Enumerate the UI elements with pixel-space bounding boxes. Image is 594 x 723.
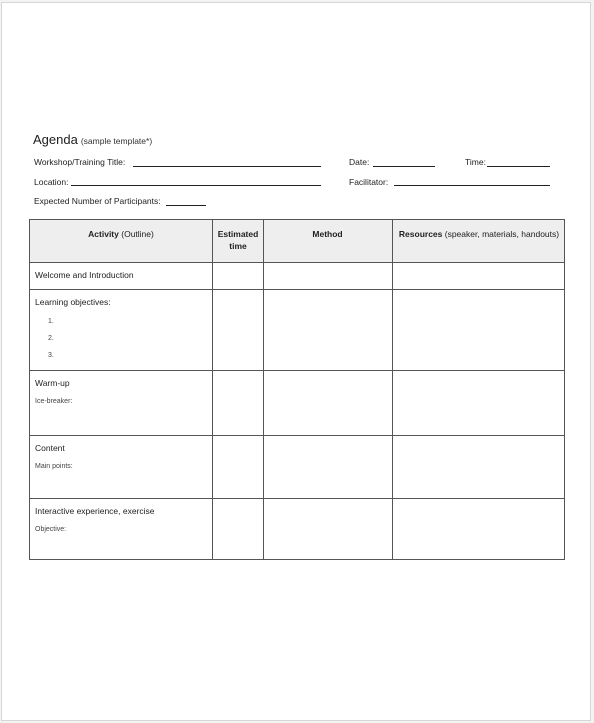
objective-item: 2. — [48, 335, 54, 342]
row-divider — [30, 289, 564, 290]
header-method: Method — [312, 229, 343, 239]
participants-label: Expected Number of Participants: — [34, 196, 161, 206]
column-divider — [263, 220, 264, 559]
row-content-label: Content — [35, 443, 65, 453]
header-resources — [392, 228, 566, 240]
page-subtitle: (sample template*) — [80, 136, 153, 146]
row-divider — [30, 498, 564, 499]
participants-line[interactable] — [166, 205, 206, 206]
agenda-heading — [33, 131, 152, 149]
header-activity-rest: (Outline) — [121, 229, 154, 239]
row-warmup-sub: Ice-breaker: — [35, 398, 73, 405]
header-estimated-time: Estimated time — [217, 229, 259, 251]
header-resources-rest: (speaker, materials, handouts) — [444, 229, 560, 239]
location-line[interactable] — [71, 185, 321, 186]
row-interactive-sub: Objective: — [35, 526, 67, 533]
objective-item: 1. — [48, 318, 54, 325]
workshop-title-label: Workshop/Training Title: — [34, 157, 126, 167]
date-label: Date: — [349, 157, 370, 167]
date-line[interactable] — [373, 166, 435, 167]
row-objectives-label: Learning objectives: — [35, 297, 111, 307]
row-warmup-label: Warm-up — [35, 378, 70, 388]
page-title: Agenda — [33, 132, 78, 147]
time-line[interactable] — [487, 166, 550, 167]
row-interactive-label: Interactive experience, exercise — [35, 506, 155, 516]
column-divider — [212, 220, 213, 559]
row-divider — [30, 370, 564, 371]
row-divider — [30, 262, 564, 263]
table-header-background — [30, 220, 564, 262]
header-activity-bold: Activity — [88, 229, 119, 239]
row-content-sub: Main points: — [35, 463, 73, 470]
objective-item: 3. — [48, 352, 54, 359]
row-welcome-label: Welcome and Introduction — [35, 270, 134, 280]
location-label: Location: — [34, 177, 69, 187]
agenda-table — [29, 219, 565, 560]
header-resources-bold: Resources — [398, 229, 443, 239]
time-label: Time: — [465, 157, 486, 167]
facilitator-label: Facilitator: — [349, 177, 389, 187]
workshop-title-line[interactable] — [133, 166, 321, 167]
header-activity — [30, 228, 212, 240]
facilitator-line[interactable] — [394, 185, 550, 186]
row-divider — [30, 435, 564, 436]
column-divider — [392, 220, 393, 559]
